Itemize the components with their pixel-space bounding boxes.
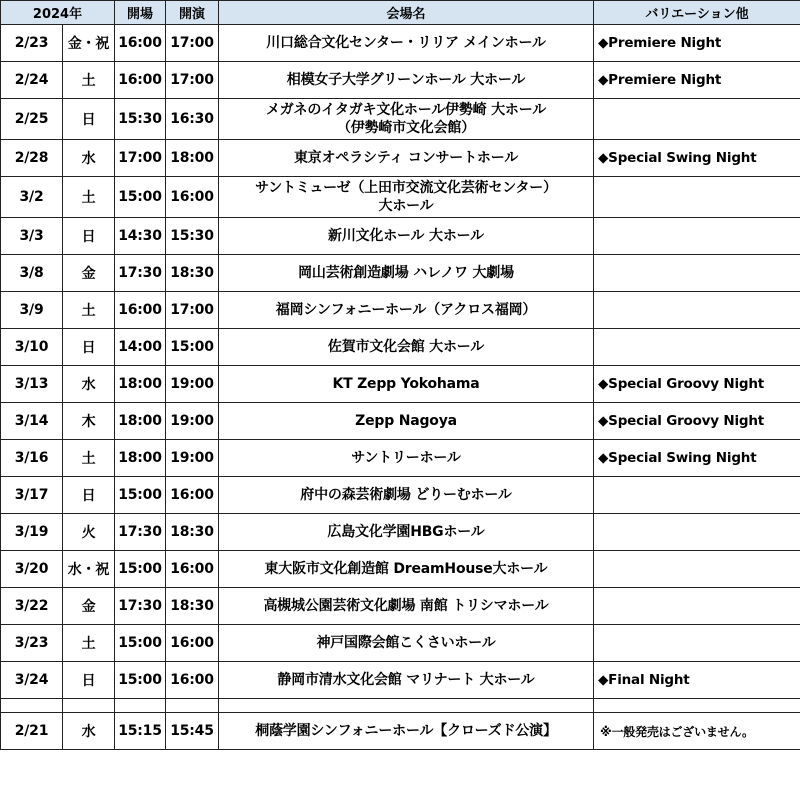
day-cell: 水・祝 [63,551,115,588]
date-cell: 3/22 [1,588,63,625]
venue-line: 府中の森芸術劇場 どりーむホール [300,487,512,503]
start-time-cell: 15:30 [166,218,219,255]
schedule-row [1,625,800,662]
start-time-cell: 19:00 [166,403,219,440]
variation-cell: ◆Premiere Night [594,25,800,62]
day-cell: 金・祝 [63,25,115,62]
venue-cell [219,62,594,99]
venue-line: 新川文化ホール 大ホール [328,228,484,244]
spacer-cell [1,699,63,713]
day-cell: 日 [63,662,115,699]
day-cell: 金 [63,255,115,292]
venue-cell [219,625,594,662]
venue-line: 高槻城公園芸術文化劇場 南館 トリシマホール [263,598,549,614]
schedule-row [1,440,800,477]
variation-cell [594,477,800,514]
variation-cell [594,292,800,329]
header-row [1,1,800,25]
venue-cell [219,329,594,366]
open-time-cell: 15:30 [115,99,166,140]
venue-cell [219,477,594,514]
venue-line: （伊勢崎市文化会館） [337,120,475,136]
day-cell: 日 [63,329,115,366]
venue-line: Zepp Nagoya [355,413,457,429]
variation-cell [594,99,800,140]
open-time-cell: 15:00 [115,177,166,218]
start-time-cell: 19:00 [166,366,219,403]
schedule-row [1,366,800,403]
day-cell: 火 [63,514,115,551]
date-cell: 3/24 [1,662,63,699]
variation-cell [594,551,800,588]
start-time-cell: 16:00 [166,551,219,588]
open-time-cell: 15:15 [115,713,166,750]
venue-line: 桐蔭学園シンフォニーホール【クローズド公演】 [255,723,557,739]
schedule-row [1,662,800,699]
venue-line: 大ホール [378,198,434,214]
venue-cell [219,99,594,140]
open-time-cell: 18:00 [115,403,166,440]
day-cell: 土 [63,292,115,329]
day-cell: 土 [63,440,115,477]
schedule-row [1,25,800,62]
venue-cell [219,551,594,588]
schedule-body [1,25,800,750]
date-cell: 3/8 [1,255,63,292]
start-time-cell: 15:45 [166,713,219,750]
day-cell: 水 [63,366,115,403]
schedule-row [1,514,800,551]
day-cell: 水 [63,713,115,750]
schedule-row [1,99,800,140]
open-time-cell: 17:30 [115,588,166,625]
start-time-cell: 16:00 [166,177,219,218]
start-time-cell: 18:30 [166,588,219,625]
venue-line: 岡山芸術創造劇場 ハレノワ 大劇場 [298,265,514,281]
venue-cell [219,177,594,218]
venue-line: 静岡市清水文化会館 マリナート 大ホール [277,672,535,688]
variation-cell [594,588,800,625]
variation-cell: ◆Special Groovy Night [594,403,800,440]
schedule-row [1,551,800,588]
date-cell: 3/16 [1,440,63,477]
schedule-row [1,140,800,177]
start-time-cell: 16:00 [166,477,219,514]
venue-line: 東大阪市文化創造館 DreamHouse大ホール [264,561,548,577]
day-cell: 土 [63,625,115,662]
venue-line: 東京オペラシティ コンサートホール [293,150,519,166]
day-cell: 土 [63,177,115,218]
spacer-cell [594,699,800,713]
open-time-cell: 14:30 [115,218,166,255]
venue-line: 福岡シンフォニーホール（アクロス福岡） [275,302,537,318]
schedule-row [1,292,800,329]
header-venue: 会場名 [219,1,594,25]
header-variation: バリエーション他 [594,1,800,25]
schedule-row [1,713,800,750]
venue-line: サントリーホール [351,450,461,466]
schedule-row [1,588,800,625]
spacer-cell [115,699,166,713]
venue-line: 相模女子大学グリーンホール 大ホール [286,72,526,88]
spacer-cell [63,699,115,713]
start-time-cell: 16:00 [166,662,219,699]
open-time-cell: 18:00 [115,366,166,403]
venue-cell [219,713,594,750]
venue-cell [219,588,594,625]
start-time-cell: 17:00 [166,25,219,62]
date-cell: 3/20 [1,551,63,588]
spacer-row [1,699,800,713]
variation-cell [594,177,800,218]
variation-cell: ◆Special Groovy Night [594,366,800,403]
start-time-cell: 17:00 [166,292,219,329]
venue-line: メガネのイタガキ文化ホール伊勢崎 大ホール [265,102,547,118]
day-cell: 日 [63,218,115,255]
open-time-cell: 16:00 [115,292,166,329]
start-time-cell: 18:00 [166,140,219,177]
spacer-cell [219,699,594,713]
start-time-cell: 19:00 [166,440,219,477]
schedule-row [1,403,800,440]
venue-line: サントミューゼ（上田市交流文化芸術センター） [255,180,557,196]
venue-cell [219,662,594,699]
venue-cell [219,218,594,255]
day-cell: 日 [63,477,115,514]
day-cell: 土 [63,62,115,99]
schedule-row [1,177,800,218]
venue-cell [219,292,594,329]
open-time-cell: 17:30 [115,514,166,551]
day-cell: 日 [63,99,115,140]
date-cell: 2/25 [1,99,63,140]
variation-cell: ◆Special Swing Night [594,440,800,477]
venue-cell [219,25,594,62]
venue-line: 佐賀市文化会館 大ホール [327,339,485,355]
variation-cell: ◆Special Swing Night [594,140,800,177]
start-time-cell: 16:00 [166,625,219,662]
date-cell: 2/28 [1,140,63,177]
day-cell: 木 [63,403,115,440]
start-time-cell: 16:30 [166,99,219,140]
open-time-cell: 15:00 [115,625,166,662]
day-cell: 金 [63,588,115,625]
date-cell: 3/23 [1,625,63,662]
date-cell: 2/23 [1,25,63,62]
spacer-cell [166,699,219,713]
venue-cell [219,440,594,477]
variation-cell: ◆Premiere Night [594,62,800,99]
open-time-cell: 18:00 [115,440,166,477]
date-cell: 3/13 [1,366,63,403]
open-time-cell: 17:30 [115,255,166,292]
venue-line: KT Zepp Yokohama [332,376,480,392]
variation-cell: ◆Final Night [594,662,800,699]
schedule-row [1,218,800,255]
variation-cell [594,514,800,551]
header-open: 開場 [115,1,166,25]
venue-cell [219,255,594,292]
schedule-row [1,255,800,292]
start-time-cell: 17:00 [166,62,219,99]
day-cell: 水 [63,140,115,177]
venue-line: 広島文化学園HBGホール [327,524,485,540]
start-time-cell: 15:00 [166,329,219,366]
date-cell: 3/19 [1,514,63,551]
header-start: 開演 [166,1,219,25]
date-cell: 2/24 [1,62,63,99]
venue-cell [219,140,594,177]
date-cell: 3/14 [1,403,63,440]
venue-cell [219,403,594,440]
date-cell: 3/2 [1,177,63,218]
start-time-cell: 18:30 [166,514,219,551]
date-cell: 3/17 [1,477,63,514]
date-cell: 3/3 [1,218,63,255]
schedule-row [1,62,800,99]
variation-cell [594,329,800,366]
header-year: 2024年 [1,1,115,25]
venue-line: 川口総合文化センター・リリア メインホール [266,35,546,51]
schedule-row [1,477,800,514]
venue-cell [219,366,594,403]
variation-cell [594,625,800,662]
venue-line: 神戸国際会館こくさいホール [316,635,496,651]
date-cell: 3/9 [1,292,63,329]
open-time-cell: 17:00 [115,140,166,177]
variation-cell [594,255,800,292]
open-time-cell: 14:00 [115,329,166,366]
date-cell: 2/21 [1,713,63,750]
open-time-cell: 15:00 [115,551,166,588]
open-time-cell: 16:00 [115,25,166,62]
open-time-cell: 16:00 [115,62,166,99]
open-time-cell: 15:00 [115,477,166,514]
venue-cell [219,514,594,551]
date-cell: 3/10 [1,329,63,366]
schedule-row [1,329,800,366]
open-time-cell: 15:00 [115,662,166,699]
variation-cell: ※一般発売はございません。 [594,713,800,750]
variation-cell [594,218,800,255]
start-time-cell: 18:30 [166,255,219,292]
